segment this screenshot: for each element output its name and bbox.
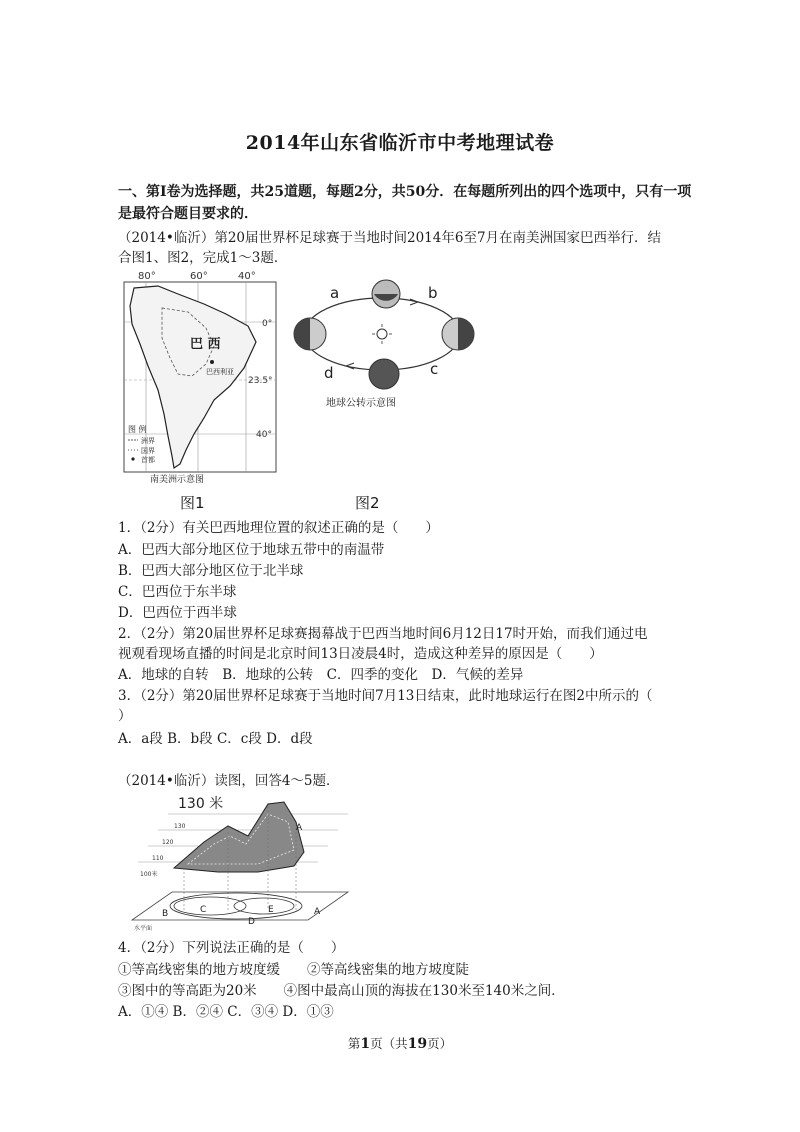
point-b: B bbox=[162, 909, 169, 919]
footer-suffix: 页） bbox=[427, 1036, 453, 1051]
q3-options: A．a段 B．b段 C．c段 D．d段 bbox=[118, 731, 313, 747]
legend-item-capital: 首都 bbox=[141, 456, 155, 464]
intro2: （2014•临沂）读图，回答4～5题． bbox=[118, 773, 340, 789]
segment-b: b bbox=[428, 284, 438, 302]
peak-label: 130 米 bbox=[178, 796, 224, 812]
lon-label-40: 40° bbox=[238, 271, 256, 282]
q3-line1: 3．（2分）第20届世界杯足球赛于当地时间7月13日结束，此时地球运行在图2中所示的（ bbox=[118, 688, 653, 704]
q2-options: A．地球的自转 B．地球的公转 C．四季的变化 D．气候的差异 bbox=[118, 667, 524, 683]
footer-total-pages: 19 bbox=[407, 1036, 428, 1052]
lat-label-0: 0° bbox=[262, 319, 273, 329]
q1-option-a: A．巴西大部分地区位于地球五带中的南温带 bbox=[118, 542, 385, 558]
segment-d: d bbox=[324, 364, 334, 382]
legend-title: 图 例 bbox=[128, 425, 147, 434]
contour-label-100: 100米 bbox=[140, 871, 158, 878]
contour-label-130: 130 bbox=[174, 823, 186, 830]
q1-option-c: C．巴西位于东半球 bbox=[118, 584, 237, 600]
figure1-caption: 南美洲示意图 bbox=[150, 475, 205, 485]
q3-line2: ） bbox=[118, 708, 132, 724]
figure3-contour-diagram bbox=[118, 792, 358, 932]
section-heading-line1: 一、第Ⅰ卷为选择题，共25道题，每题2分，共50分．在每题所列出的四个选项中，只有一项 bbox=[118, 184, 692, 200]
point-a-bottom: A bbox=[314, 907, 321, 917]
legend-item-border: 国界 bbox=[141, 447, 155, 455]
footer-middle: 页（共 bbox=[370, 1036, 408, 1051]
intro1-line2: 合图1、图2，完成1～3题． bbox=[118, 250, 288, 266]
q1-stem: 1．（2分）有关巴西地理位置的叙述正确的是（ ） bbox=[118, 520, 439, 536]
point-e: E bbox=[268, 905, 274, 915]
footer-prefix: 第 bbox=[347, 1036, 361, 1051]
capital-label: 巴西利亚 bbox=[206, 368, 234, 376]
point-c: C bbox=[200, 905, 207, 915]
q4-line2: ③图中的等高距为20米 ④图中最高山顶的海拔在130米至140米之间． bbox=[118, 983, 565, 999]
intro1-line1: （2014•临沂）第20届世界杯足球赛于当地时间2014年6至7月在南美洲国家巴西举行．结 bbox=[118, 230, 662, 246]
footer-page-number: 1 bbox=[360, 1036, 371, 1052]
point-d: D bbox=[248, 917, 255, 927]
figure1-south-america-map bbox=[118, 268, 280, 486]
page-footer bbox=[0, 1034, 800, 1052]
segment-a: a bbox=[330, 284, 340, 302]
country-label: 巴 西 bbox=[190, 337, 221, 352]
legend-item-continent: 洲界 bbox=[141, 437, 155, 445]
contour-label-110: 110 bbox=[152, 855, 164, 862]
q2-line2: 视观看现场直播的时间是北京时间13日凌晨4时，造成这种差异的原因是（ ） bbox=[118, 646, 603, 662]
q1-option-d: D．巴西位于西半球 bbox=[118, 605, 237, 621]
section-heading-line2: 是最符合题目要求的． bbox=[118, 206, 258, 222]
q1-option-b: B．巴西大部分地区位于北半球 bbox=[118, 563, 304, 579]
ground-label: 水平面 bbox=[134, 925, 153, 932]
figure2-earth-revolution bbox=[290, 272, 480, 412]
q2-line1: 2．（2分）第20届世界杯足球赛揭幕战于巴西当地时间6月12日17时开始，而我们通过电 bbox=[118, 626, 648, 642]
segment-c: c bbox=[430, 360, 439, 378]
figure1-label: 图1 bbox=[180, 494, 205, 512]
page-title: 2014年山东省临沂市中考地理试卷 bbox=[245, 132, 555, 154]
lat-label-23: 23.5° bbox=[248, 376, 273, 386]
lat-label-40: 40° bbox=[256, 430, 272, 440]
lon-label-60: 60° bbox=[190, 271, 208, 282]
q4-options: A．①④ B．②④ C．③④ D．①③ bbox=[118, 1004, 334, 1020]
figure2-label: 图2 bbox=[355, 494, 380, 512]
lon-label-80: 80° bbox=[138, 271, 156, 282]
q4-line1: ①等高线密集的地方坡度缓 ②等高线密集的地方坡度陡 bbox=[118, 962, 469, 978]
point-a-top: A bbox=[296, 823, 303, 833]
figure2-caption: 地球公转示意图 bbox=[326, 398, 396, 409]
contour-label-120: 120 bbox=[162, 839, 174, 846]
q4-stem: 4．（2分）下列说法正确的是（ ） bbox=[118, 940, 345, 956]
